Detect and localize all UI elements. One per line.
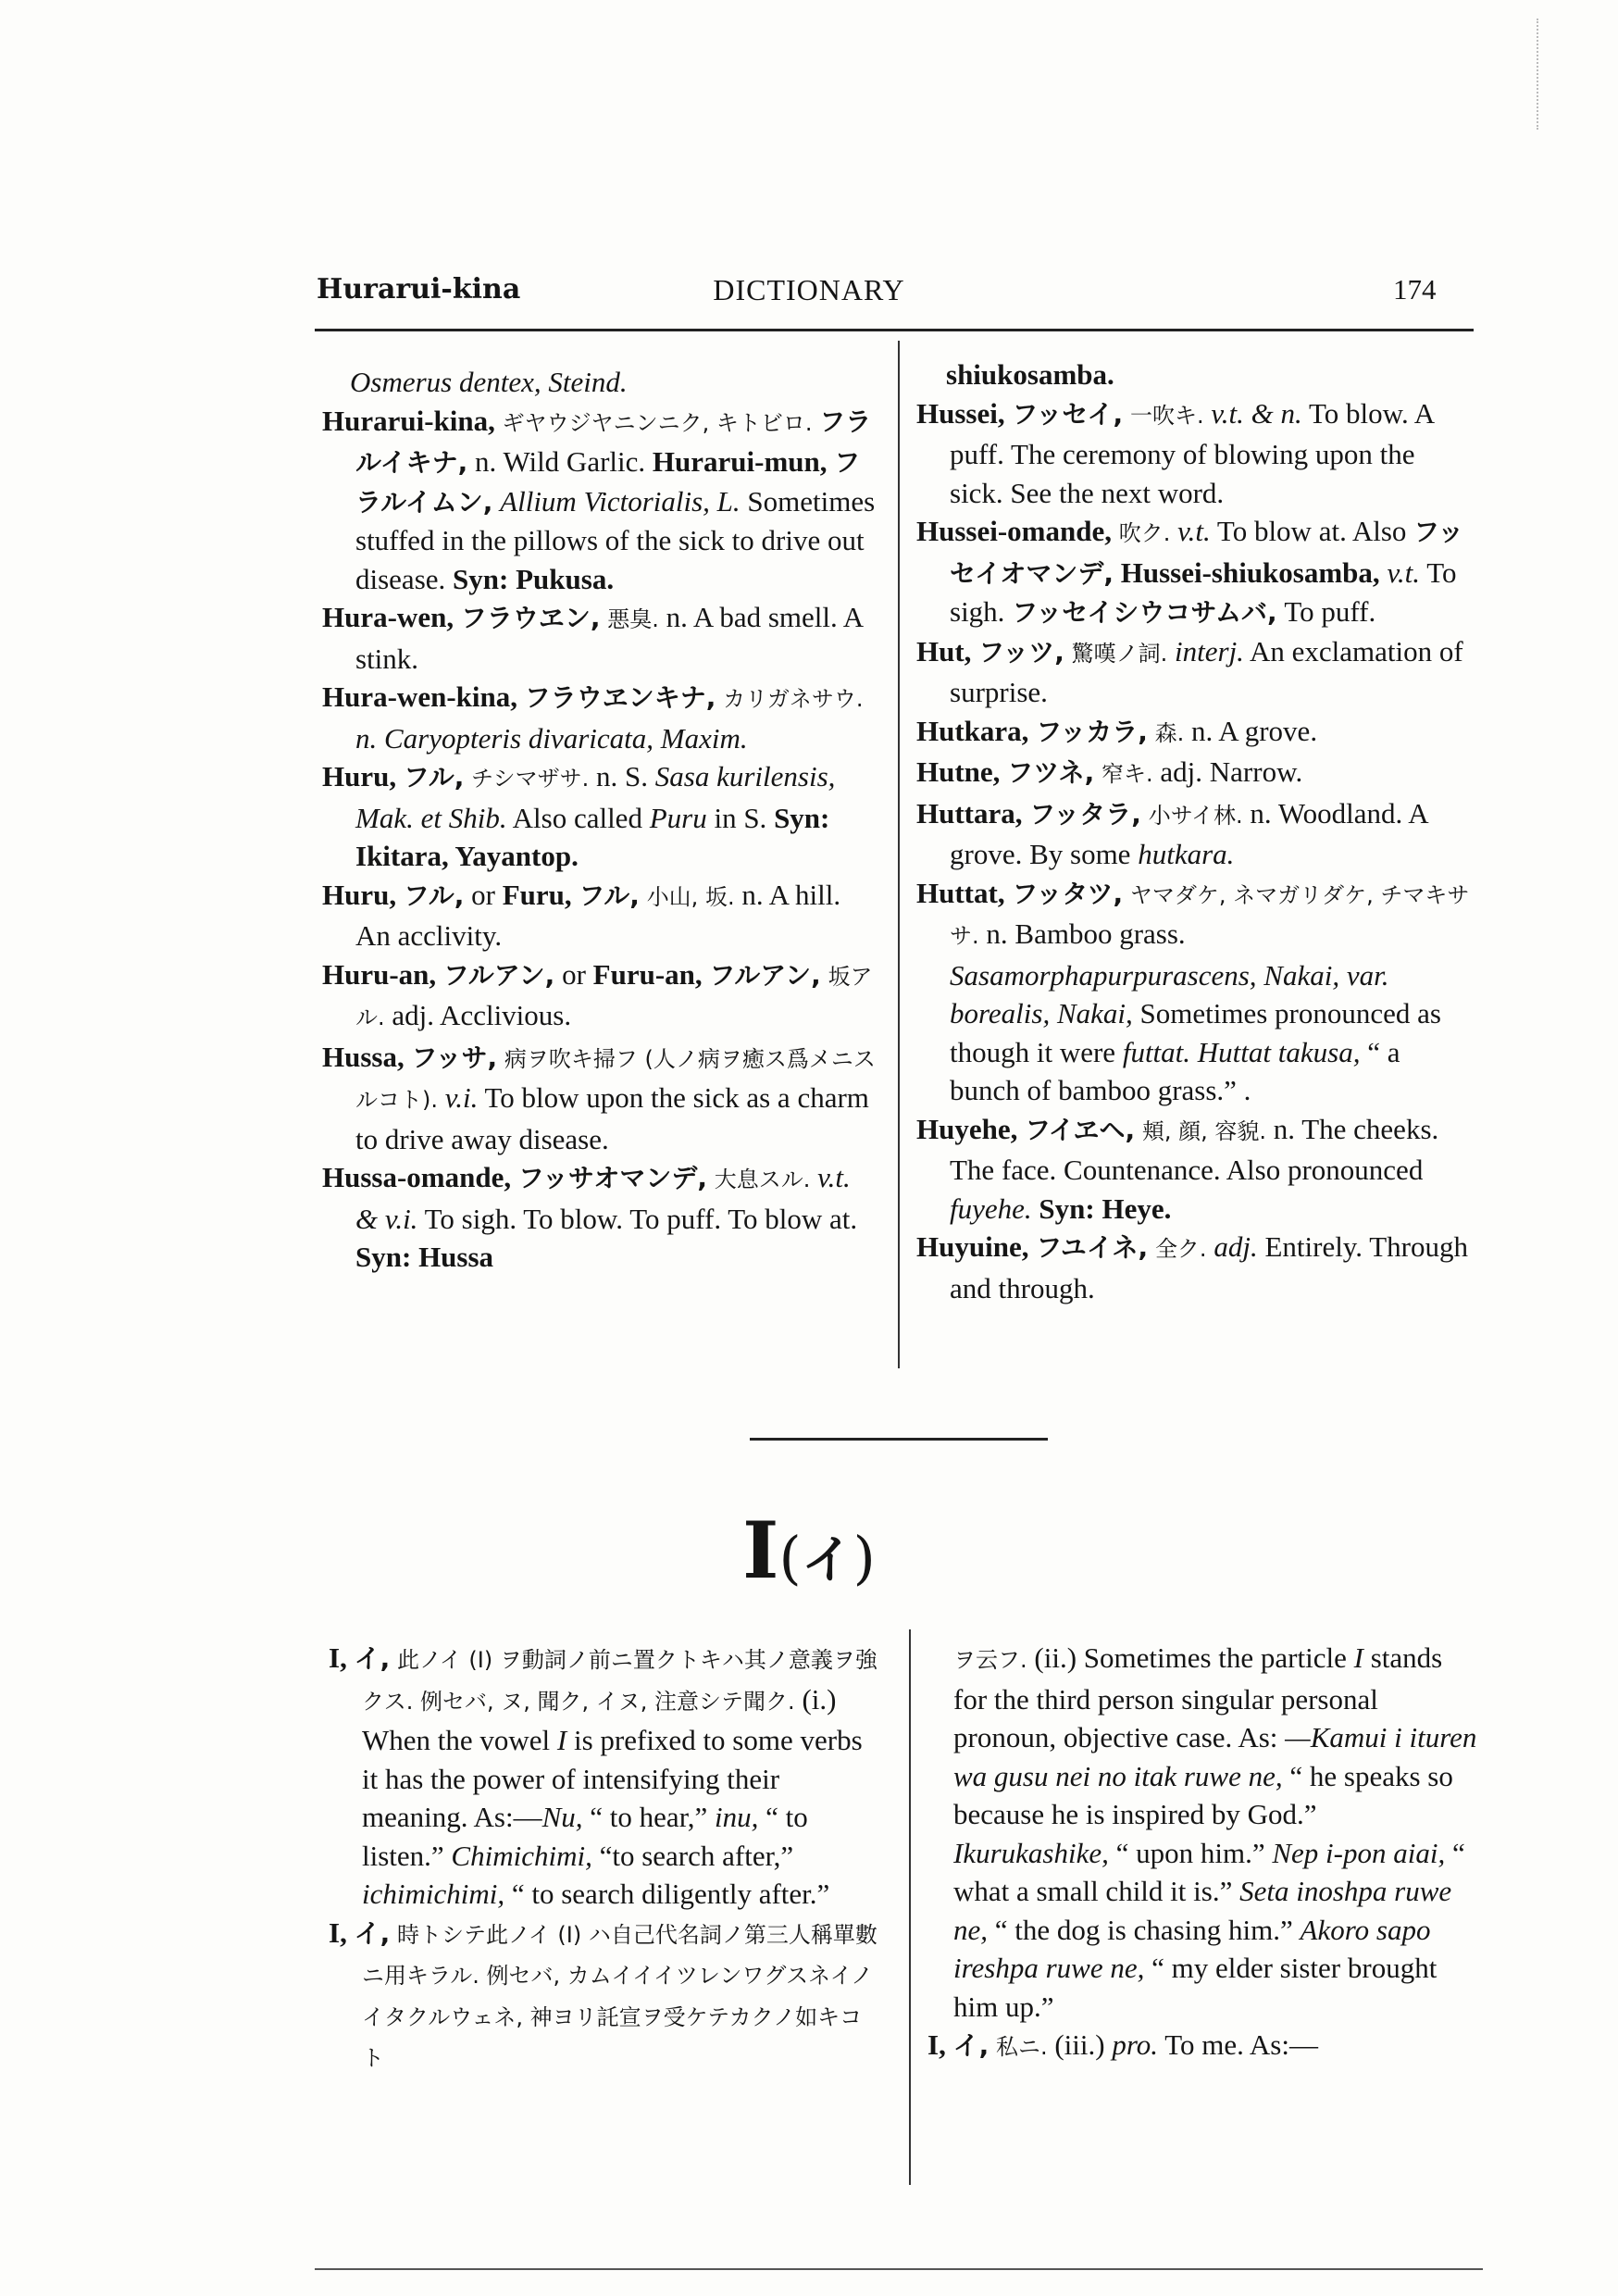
page-number: 174 [1393, 273, 1437, 306]
entry: Huru, フル, チシマザサ. n. S. Sasa kurilensis, Mak. et Shib. Also called Puru in S. Syn: Ikitara, Yayantop. [322, 760, 836, 872]
entry: I, イ, 私ニ. (iii.) pro. To me. As:— [927, 2028, 1318, 2061]
page-title: DICTIONARY [713, 273, 905, 306]
column-right-upper [916, 356, 1474, 1307]
column-left-lower [329, 1639, 884, 2078]
entry: Hussa-omande, フッサオマンデ, 大息スル. v.t. & v.i. To sigh. To blow. To puff. To blow at. Syn: Hussa [322, 1161, 858, 1273]
entry: Hurarui-kina, ギヤウジヤニンニク, キトビロ. フラルイキナ, n. Wild Garlic. Hurarui-mun, フラルイムン, Allium Victorialis, L. Sometimes stuffed in the pillows of the sick to drive out disease. Syn: Pukusa. [322, 404, 876, 595]
scan-margin-mark [1537, 19, 1566, 130]
column-divider [909, 1629, 911, 2185]
entry: Hussa, フッサ, 病ヲ吹キ掃フ (人ノ病ヲ癒ス爲メニスルコト). v.i. To blow upon the sick as a charm to drive away disease. [322, 1040, 876, 1155]
page-bottom-rule [315, 2268, 1483, 2270]
entry: Huyuine, フユイネ, 全ク. adj. Entirely. Through and through. [916, 1230, 1468, 1304]
entry: Osmerus dentex, Steind. [350, 366, 628, 398]
column-right-lower [927, 1639, 1478, 2067]
entry: Huyehe, フイヱヘ, 頬, 顔, 容貌. n. The cheeks. The face. Countenance. Also pronounced fuyehe. Syn: Heye. [916, 1112, 1439, 1225]
entry: Hussei, フッセイ, 一吹キ. v.t. & n. To blow. A puff. The ceremony of blowing upon the sick. See the next word. [916, 396, 1434, 509]
section-rule [750, 1438, 1048, 1441]
entry-continuation: ヲ云フ. (ii.) Sometimes the particle I stands for the third person singular personal pronoun, objective case. As: —Kamui i ituren wa gusu nei no itak ruwe ne, “ he speaks so because he is inspired by God.” Ikurukashike, “ upon him.” Nep i-pon aiai, “ what a small child it is.” Seta inoshpa ruwe ne, “ the dog is chasing him.” Akoro sapo ireshpa ruwe ne, “ my elder sister brought him up.” [953, 1641, 1477, 2023]
entry: Hutkara, フッカラ, 森. n. A grove. [916, 714, 1318, 747]
guide-word: Hurarui-kina [317, 273, 521, 306]
entry: Hut, フッツ, 驚嘆ノ詞. interj. An exclamation of surprise. [916, 634, 1463, 708]
entry: Hura-wen-kina, フラウヱンキナ, カリガネサウ. n. Caryopteris divaricata, Maxim. [322, 680, 864, 755]
entry: Huru, フル, or Furu, フル, 小山, 坂. n. A hill. An acclivity. [322, 878, 841, 952]
entry: Hussei-omande, 吹ク. v.t. To blow at. Also フッセイオマンデ, Hussei-shiukosamba, v.t. To sigh. フッセイシウコサムバ, To puff. [916, 515, 1464, 628]
entry: I, イ, 此ノイ (I) ヲ動詞ノ前ニ置クトキハ其ノ意義ヲ強クス. 例セバ, ヌ, 聞ク, イヌ, 注意シテ聞ク. (i.) When the vowel I is prefixed to some verbs it has the power of intensifying their meaning. As:—Nu, “ to hear,” inu, “ to listen.” Chimichimi, “to search after,” ichimichimi, “ to search diligently after.” [329, 1641, 877, 1910]
header-rule [315, 329, 1474, 331]
column-left-upper [322, 363, 879, 1277]
entry: Hutne, フツネ, 窄キ. adj. Narrow. [916, 755, 1303, 788]
entry: Hura-wen, フラウヱン, 悪臭. n. A bad smell. A stink. [322, 601, 863, 675]
entry: I, イ, 時トシテ此ノイ (I) ハ自己代名詞ノ第三人稱單數ニ用キラル. 例セバ, カムイイイツレンワグスネイノイタクルウェネ, 神ヨリ託宣ヲ受ケテカクノ如キコト [329, 1915, 877, 2071]
entry: Huru-an, フルアン, or Furu-an, フルアン, 坂アル. adj. Acclivious. [322, 957, 873, 1031]
column-divider [898, 341, 900, 1368]
section-heading: I(イ) [742, 1504, 876, 1596]
entry: Huttara, フッタラ, 小サイ林. n. Woodland. A grove. By some hutkara. [916, 796, 1427, 870]
entry: Huttat, フッタツ, ヤマダケ, ネマガリダケ, チマキササ. n. Bamboo grass. Sasamorphapurpurascens, Nakai, var. borealis, Nakai, Sometimes pronounced as though it were futtat. Huttat takusa, “ a bunch of bamboo grass.” . [916, 876, 1470, 1106]
entry-continuation: shiukosamba. [946, 358, 1114, 391]
